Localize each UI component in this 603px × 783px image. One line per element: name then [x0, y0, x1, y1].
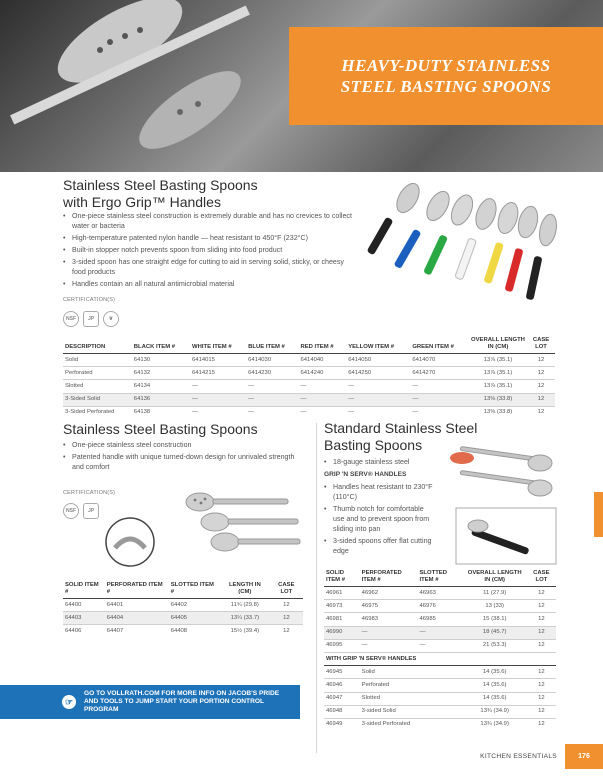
table-cell: 64404	[105, 612, 169, 625]
col-header: BLUE ITEM #	[246, 335, 298, 354]
list-item: • Built-in stopper notch prevents spoon from sliding into food product	[63, 245, 353, 255]
table-cell: 12	[538, 589, 545, 596]
table-cell: 46990	[324, 626, 360, 639]
section1-bullets	[63, 211, 353, 291]
section2-certifications	[63, 503, 99, 519]
table-cell: 12	[527, 718, 556, 731]
table-cell: 64402	[170, 601, 188, 608]
table-cell: 46948	[324, 705, 360, 718]
table-cell: —	[298, 393, 346, 406]
table-cell: 14 (35.6)	[463, 679, 527, 692]
table-cell: —	[410, 406, 469, 419]
table-cell: 14 (35.6)	[463, 692, 527, 705]
nsf-certification-icon: NSF	[63, 311, 79, 327]
hero-title-line2: STEEL BASTING SPOONS	[340, 77, 552, 96]
table-cell: 12	[527, 406, 555, 419]
table-cell: 6414015	[192, 356, 215, 363]
table-cell: —	[346, 393, 410, 406]
table-cell: 12	[527, 626, 556, 639]
table-cell: 46945	[326, 668, 343, 675]
page-footer	[480, 744, 603, 769]
col-header: SLOTTED ITEM #	[169, 580, 220, 599]
table-cell: —	[190, 406, 246, 419]
table-cell: 15 (38.1)	[463, 613, 527, 626]
list-item: • One-piece stainless steel construction is extremely durable and has no crevices to collect water or bacteria	[63, 211, 353, 231]
table-cell: 13⅜ (33.8)	[469, 393, 527, 406]
table-cell: 46946	[324, 679, 360, 692]
table-cell: 64138	[132, 406, 190, 419]
table-cell: 6414240	[298, 367, 346, 380]
table-cell: 46947	[324, 692, 360, 705]
section1-certifications	[63, 311, 119, 327]
col-header: WHITE ITEM #	[190, 335, 246, 354]
table-cell: —	[410, 393, 469, 406]
section1-table	[63, 335, 555, 419]
hero-title-line1: HEAVY-DUTY STAINLESS	[341, 56, 551, 75]
table-cell: 11¾ (29.8)	[230, 601, 259, 608]
table-cell: 11 (27.9)	[483, 589, 507, 596]
table-cell: —	[190, 380, 246, 393]
table-cell: 46949	[324, 718, 360, 731]
table-cell: 64136	[132, 393, 190, 406]
section-tab	[594, 492, 603, 537]
col-header: SLOTTED ITEM #	[417, 568, 462, 587]
section3-title-line2: Basting Spoons	[324, 437, 423, 453]
table-subgroup-header: WITH GRIP 'N SERV® HANDLES	[324, 652, 556, 665]
table-cell: 64132	[132, 367, 190, 380]
section2-title: Stainless Steel Basting Spoons	[63, 421, 258, 437]
table-cell: 12	[527, 380, 555, 393]
table-cell: —	[190, 393, 246, 406]
col-header: BLACK ITEM #	[132, 335, 190, 354]
table-cell: 46962	[361, 589, 379, 596]
footer-label: KITCHEN ESSENTIALS	[480, 753, 557, 760]
list-item: • High-temperature patented nylon handle — heat resistant to 450°F (232°C)	[63, 233, 353, 243]
table-cell: 12	[527, 600, 556, 613]
section3-title-line1: Standard Stainless Steel	[324, 420, 478, 436]
table-row	[324, 587, 556, 600]
table-row	[324, 600, 556, 613]
hero-photo	[0, 0, 603, 172]
col-header: PERFORATED ITEM #	[360, 568, 418, 587]
table-cell: 12	[527, 393, 555, 406]
table-cell: 64403	[63, 612, 105, 625]
table-cell: 46981	[324, 613, 360, 626]
section3-bullets	[324, 482, 434, 558]
table-row	[63, 354, 555, 367]
table-cell: 12	[527, 692, 556, 705]
table-cell: —	[417, 626, 462, 639]
table-cell: 46983	[360, 613, 418, 626]
table-cell: 46961	[326, 589, 343, 596]
col-header: PERFORATED ITEM #	[105, 580, 169, 599]
table-row	[324, 705, 556, 718]
col-header: RED ITEM #	[298, 335, 346, 354]
col-header: CASE LOT	[270, 580, 303, 599]
table-cell: —	[346, 380, 410, 393]
hand-pointer-icon: ☞	[62, 695, 76, 709]
table-row	[63, 612, 303, 625]
table-cell: 64401	[106, 601, 124, 608]
table-cell: 3-sided Perforated	[360, 718, 463, 731]
table-cell: 13⅞ (35.1)	[469, 367, 527, 380]
table-cell: 6414040	[300, 356, 324, 363]
col-header: OVERALL LENGTH IN (CM)	[469, 335, 527, 354]
table-cell: —	[246, 380, 298, 393]
colored-spoons-image	[358, 178, 558, 318]
col-header: CASE LOT	[527, 335, 555, 354]
section2-cert-label: CERTIFICATION(S)	[63, 490, 116, 496]
section3-bullets-top	[324, 457, 434, 469]
table-cell: 12	[270, 625, 303, 638]
list-item: • Thumb notch for comfortable use and to prevent spoon from sliding into pan	[324, 504, 434, 534]
table-cell: 3-Sided Solid	[63, 393, 132, 406]
section3-subhead: GRIP 'N SERV® HANDLES	[324, 471, 407, 478]
table-cell: 6414230	[246, 367, 298, 380]
section3-table	[324, 568, 556, 731]
table-cell: Solid	[361, 668, 375, 675]
table-cell: 13 (33)	[463, 600, 527, 613]
table-cell: 46995	[324, 639, 360, 652]
table-cell: Perforated	[360, 679, 463, 692]
section1-title	[63, 177, 258, 211]
table-row	[63, 393, 555, 406]
col-header: GREEN ITEM #	[410, 335, 469, 354]
table-cell: 6414215	[190, 367, 246, 380]
table-row	[324, 679, 556, 692]
section2-table	[63, 580, 303, 638]
jacobs-pride-icon: JP	[83, 503, 99, 519]
table-row	[63, 406, 555, 419]
table-cell: 64408	[169, 625, 220, 638]
column-divider	[316, 423, 317, 753]
col-header: OVERALL LENGTH IN (CM)	[463, 568, 527, 587]
table-cell: 12	[527, 705, 556, 718]
table-cell: —	[360, 626, 418, 639]
list-item: • Handles contain an all natural antimicrobial material	[63, 279, 353, 289]
col-header: SOLID ITEM #	[63, 580, 105, 599]
table-cell: —	[298, 380, 346, 393]
col-header: LENGTH IN (CM)	[220, 580, 270, 599]
table-subgroup-row	[324, 652, 556, 665]
table-cell: 6414050	[348, 356, 372, 363]
table-row	[63, 599, 303, 612]
nsf-certification-icon: NSF	[63, 503, 79, 519]
table-cell: 12	[538, 668, 545, 675]
table-cell: —	[360, 639, 418, 652]
table-row	[324, 639, 556, 652]
table-cell: 6414250	[346, 367, 410, 380]
table-cell: —	[346, 406, 410, 419]
table-cell: Perforated	[63, 367, 132, 380]
table-cell: 6414030	[248, 356, 272, 363]
table-cell: 46963	[419, 589, 436, 596]
table-cell: 13¼ (33.7)	[220, 612, 270, 625]
basting-spoons-image	[105, 480, 305, 570]
list-item: • Patented handle with unique turned-down design for unrivaled strength and comfort	[63, 452, 303, 472]
table-cell: 13⅞ (35.1)	[469, 380, 527, 393]
table-cell: 12	[270, 612, 303, 625]
standard-spoons-image	[440, 438, 560, 568]
table-cell: 14 (35.6)	[482, 668, 507, 675]
list-item: • One-piece stainless steel construction	[63, 440, 303, 450]
table-cell: —	[246, 406, 298, 419]
table-cell: —	[246, 393, 298, 406]
table-cell: 6414270	[410, 367, 469, 380]
table-cell: Slotted	[63, 380, 132, 393]
table-cell: 46973	[324, 600, 360, 613]
col-header: YELLOW ITEM #	[346, 335, 410, 354]
promo-banner[interactable]	[0, 685, 300, 719]
list-item: • 3-sided spoons offer flat cutting edge	[324, 536, 434, 556]
list-item: • Handles heat resistant to 230°F (110°C)	[324, 482, 434, 502]
table-cell: 46976	[417, 600, 462, 613]
table-cell: 12	[527, 613, 556, 626]
table-cell: 64405	[169, 612, 220, 625]
table-cell: 21 (53.3)	[463, 639, 527, 652]
col-header: SOLID ITEM #	[324, 568, 360, 587]
table-row	[324, 613, 556, 626]
table-cell: 46985	[417, 613, 462, 626]
section1-title-line1: Stainless Steel Basting Spoons	[63, 177, 258, 193]
table-cell: 18 (45.7)	[463, 626, 527, 639]
table-row	[324, 666, 556, 679]
table-cell: 13⅞ (35.1)	[483, 356, 513, 363]
table-row	[63, 625, 303, 638]
table-row	[63, 380, 555, 393]
table-cell: —	[410, 380, 469, 393]
table-cell: 46975	[360, 600, 418, 613]
table-cell: 13¾ (34.9)	[463, 718, 527, 731]
antimicrobial-leaf-icon: ❦	[103, 311, 119, 327]
table-cell: 3-sided Solid	[360, 705, 463, 718]
table-cell: 12	[527, 367, 555, 380]
section1-cert-label: CERTIFICATION(S)	[63, 297, 116, 303]
table-cell: 64406	[63, 625, 105, 638]
jacobs-pride-icon: JP	[83, 311, 99, 327]
table-row	[324, 718, 556, 731]
table-cell: 64130	[133, 356, 151, 363]
table-row	[63, 367, 555, 380]
table-cell: Solid	[65, 356, 79, 363]
table-cell: 6414070	[412, 356, 436, 363]
table-cell: 64407	[105, 625, 169, 638]
table-cell: 12	[283, 601, 290, 608]
page-number: 176	[565, 744, 603, 769]
hero-banner	[289, 27, 603, 125]
table-cell: 64134	[132, 380, 190, 393]
table-cell: 13¾ (34.9)	[463, 705, 527, 718]
table-cell: 15½ (39.4)	[220, 625, 270, 638]
table-cell: Slotted	[360, 692, 463, 705]
list-item: • 18-gauge stainless steel	[324, 457, 434, 467]
table-cell: —	[417, 639, 462, 652]
list-item: • 3-sided spoon has one straight edge for cutting to aid in serving solid, sticky, or cheesy food products	[63, 257, 353, 277]
table-cell: 3-Sided Perforated	[63, 406, 132, 419]
table-cell: 64400	[65, 601, 82, 608]
table-cell: 12	[537, 356, 545, 363]
table-row	[324, 692, 556, 705]
section1-title-line2: with Ergo Grip™ Handles	[63, 194, 221, 210]
table-row	[324, 626, 556, 639]
table-cell: —	[298, 406, 346, 419]
col-header: DESCRIPTION	[63, 335, 132, 354]
table-cell: 13⅜ (33.8)	[469, 406, 527, 419]
table-cell: 12	[527, 679, 556, 692]
table-cell: 12	[527, 639, 556, 652]
section2-bullets	[63, 440, 303, 474]
promo-text[interactable]: GO TO VOLLRATH.COM FOR MORE INFO ON JACOB'S PRIDE AND TOOLS TO JUMP START YOUR PORTION CONTROL PROGRAM	[84, 690, 280, 713]
col-header: CASE LOT	[527, 568, 556, 587]
